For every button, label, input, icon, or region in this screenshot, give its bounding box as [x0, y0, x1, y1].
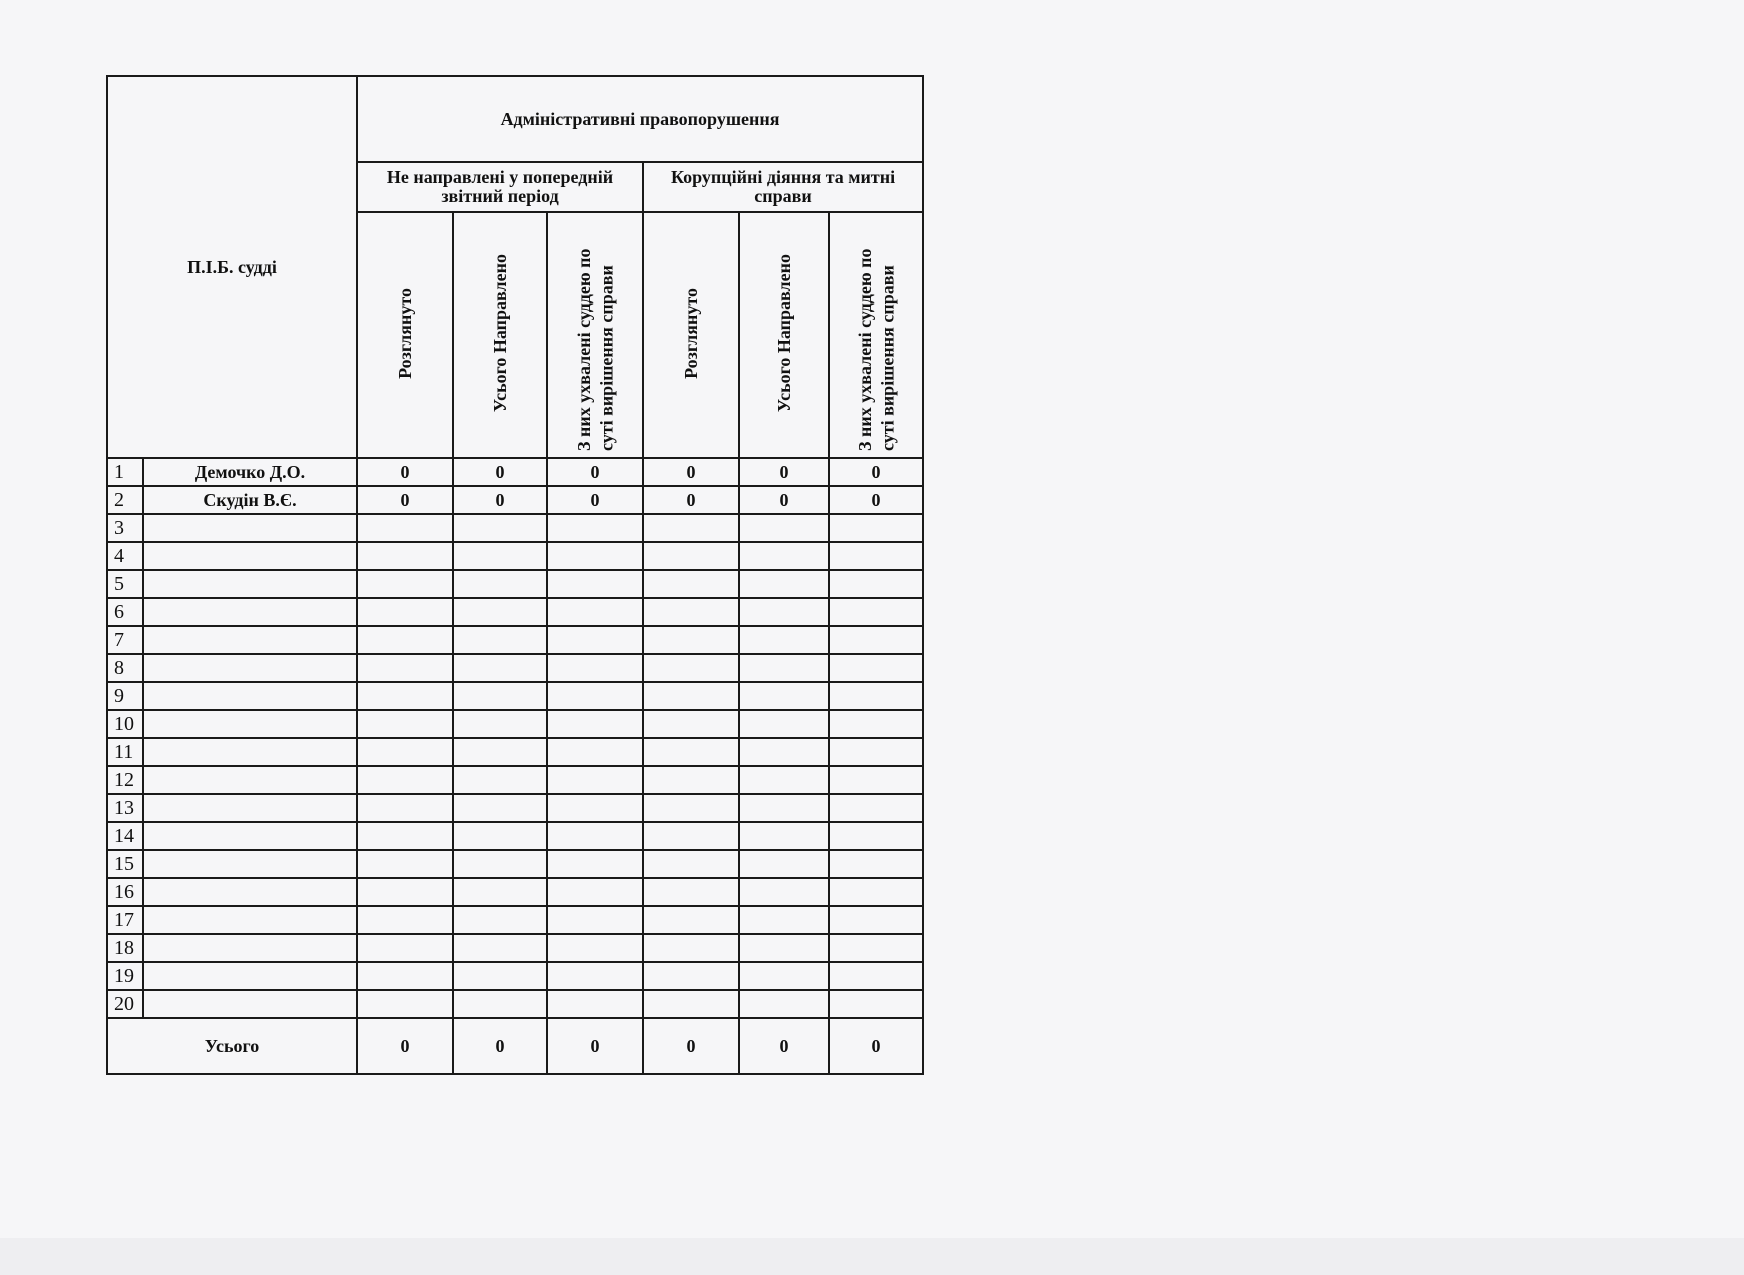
table-row	[107, 710, 923, 738]
value-cell	[829, 822, 923, 850]
column-header-decided-by-judge	[829, 212, 923, 458]
value-cell	[739, 850, 829, 878]
value-cell	[829, 766, 923, 794]
table-row	[107, 542, 923, 570]
value-cell: 0	[357, 458, 453, 486]
value-cell: 0	[829, 486, 923, 514]
value-cell	[829, 570, 923, 598]
value-cell	[643, 906, 739, 934]
value-cell	[829, 794, 923, 822]
value-cell	[643, 626, 739, 654]
row-number: 11	[107, 738, 143, 766]
row-number: 9	[107, 682, 143, 710]
row-number: 4	[107, 542, 143, 570]
total-value: 0	[547, 1018, 643, 1074]
total-value: 0	[643, 1018, 739, 1074]
column-header-text: З них ухвалені суддею по суті вирішення справи	[854, 248, 898, 452]
column-header-reviewed	[643, 212, 739, 458]
value-cell: 0	[739, 486, 829, 514]
value-cell	[643, 934, 739, 962]
table-row	[107, 626, 923, 654]
value-cell	[453, 906, 547, 934]
value-cell	[829, 962, 923, 990]
value-cell	[453, 822, 547, 850]
value-cell	[739, 766, 829, 794]
value-cell	[739, 542, 829, 570]
table-row	[107, 990, 923, 1018]
value-cell	[643, 738, 739, 766]
value-cell	[453, 654, 547, 682]
row-number: 1	[107, 458, 143, 486]
judge-name	[143, 514, 357, 542]
value-cell	[739, 794, 829, 822]
column-header-text: Усього Направлено	[489, 254, 510, 413]
value-cell	[547, 794, 643, 822]
value-cell	[739, 990, 829, 1018]
total-value: 0	[739, 1018, 829, 1074]
value-cell	[357, 822, 453, 850]
value-cell	[453, 766, 547, 794]
value-cell	[643, 962, 739, 990]
value-cell	[739, 654, 829, 682]
value-cell	[739, 934, 829, 962]
judges-report-table	[106, 75, 924, 1075]
value-cell	[357, 738, 453, 766]
value-cell	[739, 570, 829, 598]
value-cell	[357, 962, 453, 990]
value-cell	[739, 878, 829, 906]
value-cell	[453, 990, 547, 1018]
value-cell	[547, 766, 643, 794]
judge-name: Скудін В.Є.	[143, 486, 357, 514]
total-label: Усього	[107, 1018, 357, 1074]
value-cell	[739, 682, 829, 710]
row-number: 16	[107, 878, 143, 906]
judge-name	[143, 850, 357, 878]
column-header-text: Розглянуто	[680, 287, 701, 379]
value-cell	[643, 990, 739, 1018]
judge-name	[143, 710, 357, 738]
value-cell	[643, 766, 739, 794]
row-number: 18	[107, 934, 143, 962]
total-row	[107, 1018, 923, 1074]
value-cell: 0	[453, 458, 547, 486]
header-row-main	[107, 76, 923, 162]
table-row	[107, 850, 923, 878]
value-cell	[357, 654, 453, 682]
value-cell	[547, 738, 643, 766]
column-header-text: Розглянуто	[394, 287, 415, 379]
value-cell	[357, 934, 453, 962]
value-cell	[453, 962, 547, 990]
value-cell	[643, 682, 739, 710]
value-cell	[453, 514, 547, 542]
value-cell: 0	[643, 486, 739, 514]
value-cell	[829, 654, 923, 682]
value-cell	[739, 710, 829, 738]
value-cell	[547, 878, 643, 906]
column-header-sent-total	[453, 212, 547, 458]
table-row	[107, 738, 923, 766]
column-header-decided-by-judge	[547, 212, 643, 458]
value-cell: 0	[829, 458, 923, 486]
value-cell	[739, 738, 829, 766]
value-cell	[829, 990, 923, 1018]
value-cell	[453, 934, 547, 962]
value-cell	[453, 626, 547, 654]
row-number: 15	[107, 850, 143, 878]
table-row	[107, 794, 923, 822]
value-cell	[357, 850, 453, 878]
total-value: 0	[453, 1018, 547, 1074]
value-cell	[829, 626, 923, 654]
value-cell	[643, 570, 739, 598]
value-cell	[643, 654, 739, 682]
column-header-text: Усього Направлено	[773, 254, 794, 413]
table-row	[107, 934, 923, 962]
value-cell	[829, 542, 923, 570]
judge-name	[143, 598, 357, 626]
value-cell	[643, 598, 739, 626]
value-cell	[357, 878, 453, 906]
value-cell	[643, 850, 739, 878]
page-bottom-edge	[0, 1238, 1744, 1275]
judge-name	[143, 822, 357, 850]
table-row	[107, 570, 923, 598]
value-cell	[829, 514, 923, 542]
group-header-corruption: Корупційні діяння та митні справи	[643, 162, 923, 212]
judge-name	[143, 542, 357, 570]
value-cell: 0	[547, 486, 643, 514]
total-value: 0	[357, 1018, 453, 1074]
row-number: 3	[107, 514, 143, 542]
value-cell: 0	[739, 458, 829, 486]
table-row	[107, 682, 923, 710]
value-cell	[829, 738, 923, 766]
value-cell	[547, 990, 643, 1018]
value-cell	[357, 514, 453, 542]
total-value: 0	[829, 1018, 923, 1074]
value-cell	[547, 514, 643, 542]
column-header-sent-total	[739, 212, 829, 458]
judge-name	[143, 878, 357, 906]
column-header-reviewed	[357, 212, 453, 458]
table-row	[107, 654, 923, 682]
table-row	[107, 514, 923, 542]
value-cell	[453, 682, 547, 710]
value-cell	[643, 822, 739, 850]
row-number: 19	[107, 962, 143, 990]
value-cell	[453, 598, 547, 626]
value-cell	[643, 878, 739, 906]
table-row	[107, 962, 923, 990]
row-number: 6	[107, 598, 143, 626]
value-cell	[643, 794, 739, 822]
value-cell	[357, 626, 453, 654]
administrative-offenses-header: Адміністративні правопорушення	[357, 76, 923, 162]
table-row	[107, 458, 923, 486]
value-cell	[547, 626, 643, 654]
value-cell	[453, 738, 547, 766]
value-cell	[357, 794, 453, 822]
row-number: 20	[107, 990, 143, 1018]
value-cell	[547, 710, 643, 738]
judge-name	[143, 766, 357, 794]
judge-name	[143, 570, 357, 598]
judge-name	[143, 626, 357, 654]
value-cell	[453, 794, 547, 822]
value-cell	[547, 542, 643, 570]
value-cell	[739, 626, 829, 654]
value-cell	[357, 906, 453, 934]
table-row	[107, 878, 923, 906]
table-row	[107, 766, 923, 794]
value-cell: 0	[357, 486, 453, 514]
row-number: 2	[107, 486, 143, 514]
value-cell	[547, 598, 643, 626]
value-cell	[357, 766, 453, 794]
judge-name-header: П.І.Б. судді	[107, 76, 357, 458]
value-cell	[739, 822, 829, 850]
value-cell	[739, 962, 829, 990]
value-cell	[453, 850, 547, 878]
value-cell	[547, 962, 643, 990]
column-header-text: З них ухвалені суддею по суті вирішення справи	[573, 248, 616, 452]
judge-name	[143, 990, 357, 1018]
judge-name	[143, 934, 357, 962]
value-cell	[453, 542, 547, 570]
judge-name	[143, 906, 357, 934]
value-cell	[357, 542, 453, 570]
value-cell	[547, 822, 643, 850]
row-number: 14	[107, 822, 143, 850]
value-cell	[829, 906, 923, 934]
value-cell	[829, 682, 923, 710]
table-row	[107, 486, 923, 514]
judge-name	[143, 794, 357, 822]
group-header-not-sent: Не направлені у попередній звітний період	[357, 162, 643, 212]
value-cell	[739, 598, 829, 626]
row-number: 8	[107, 654, 143, 682]
value-cell	[453, 710, 547, 738]
value-cell	[829, 710, 923, 738]
value-cell	[739, 906, 829, 934]
row-number: 12	[107, 766, 143, 794]
judge-name	[143, 682, 357, 710]
value-cell	[547, 906, 643, 934]
value-cell: 0	[643, 458, 739, 486]
value-cell	[547, 654, 643, 682]
value-cell	[829, 850, 923, 878]
judge-name: Демочко Д.О.	[143, 458, 357, 486]
value-cell	[357, 990, 453, 1018]
judge-name	[143, 962, 357, 990]
value-cell	[643, 514, 739, 542]
value-cell	[357, 598, 453, 626]
value-cell	[829, 878, 923, 906]
value-cell	[739, 514, 829, 542]
value-cell	[357, 570, 453, 598]
value-cell	[547, 850, 643, 878]
value-cell	[547, 570, 643, 598]
row-number: 5	[107, 570, 143, 598]
value-cell	[357, 682, 453, 710]
value-cell	[453, 570, 547, 598]
judge-name	[143, 738, 357, 766]
value-cell	[547, 934, 643, 962]
value-cell: 0	[453, 486, 547, 514]
value-cell	[829, 598, 923, 626]
table-row	[107, 906, 923, 934]
value-cell	[643, 710, 739, 738]
judge-name	[143, 654, 357, 682]
row-number: 10	[107, 710, 143, 738]
row-number: 7	[107, 626, 143, 654]
value-cell	[829, 934, 923, 962]
value-cell	[453, 878, 547, 906]
value-cell: 0	[547, 458, 643, 486]
table-row	[107, 822, 923, 850]
value-cell	[643, 542, 739, 570]
value-cell	[547, 682, 643, 710]
table-row	[107, 598, 923, 626]
row-number: 13	[107, 794, 143, 822]
row-number: 17	[107, 906, 143, 934]
value-cell	[357, 710, 453, 738]
